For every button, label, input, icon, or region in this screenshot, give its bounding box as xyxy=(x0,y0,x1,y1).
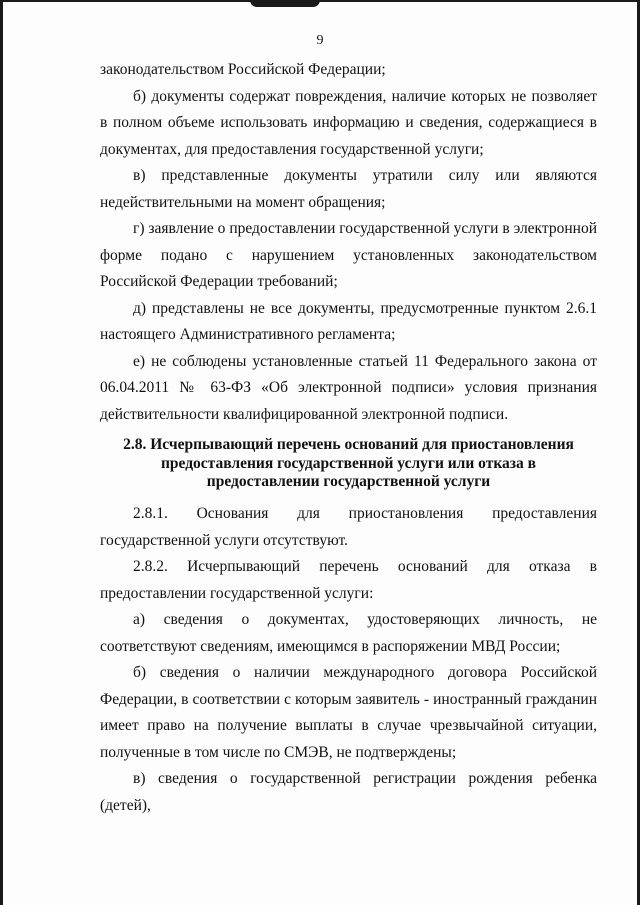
paragraph-a: а) сведения о документах, удостоверяющих личность, не соответствуют сведениям, имеющимся в распоряжении МВД России; xyxy=(100,611,597,655)
text-block-top xyxy=(100,57,597,428)
paragraph-e: е) не соблюдены установленные статьей 11 Федерального закона от 06.04.2011 № 63-ФЗ «Об электронной подписи» условия признания действительности квалифицированной электронной подписи. xyxy=(100,352,597,423)
scan-artifact xyxy=(250,0,320,7)
paragraph-2-8-2: 2.8.2. Исчерпывающий перечень оснований для отказа в предоставлении государственной услуги: xyxy=(100,558,597,602)
paragraph-2-8-1: 2.8.1. Основания для приостановления предоставления государственной услуги отсутствуют. xyxy=(100,505,597,549)
text-block-bottom xyxy=(100,501,597,819)
paragraph-v-2: в) сведения о государственной регистрации рождения ребенка (детей), xyxy=(100,770,597,814)
scan-border-top xyxy=(0,0,640,2)
page-number: 9 xyxy=(316,33,324,48)
paragraph-g: г) заявление о предоставлении государственной услуги в электронной форме подано с нарушением установленных законодательством Российской Федерации требований; xyxy=(100,220,597,290)
paragraph-v: в) представленные документы утратили силу или являются недействительными на момент обращения; xyxy=(100,167,597,211)
scan-border-left xyxy=(0,0,3,905)
section-heading: 2.8. Исчерпывающий перечень оснований для приостановления предоставления государственной услуги или отказа в предоставлении государственной услуги xyxy=(123,436,574,490)
paragraph-continuation: законодательством Российской Федерации; xyxy=(100,61,386,78)
paragraph-d: д) представлены не все документы, предусмотренные пунктом 2.6.1 настоящего Административного регламента; xyxy=(100,299,597,343)
section-heading-block xyxy=(100,436,597,492)
paragraph-b: б) документы содержат повреждения, наличие которых не позволяет в полном объеме использовать информацию и сведения, содержащиеся в документах, для предоставления государственной услуги; xyxy=(100,87,597,158)
paragraph-b-2: б) сведения о наличии международного договора Российской Федерации, в соответствии с которым заявитель - иностранный гражданин имеет право на получение выплаты в случае чрезвычайной ситуации, полученные в том числе по СМЭВ, не подтверждены; xyxy=(100,664,597,761)
